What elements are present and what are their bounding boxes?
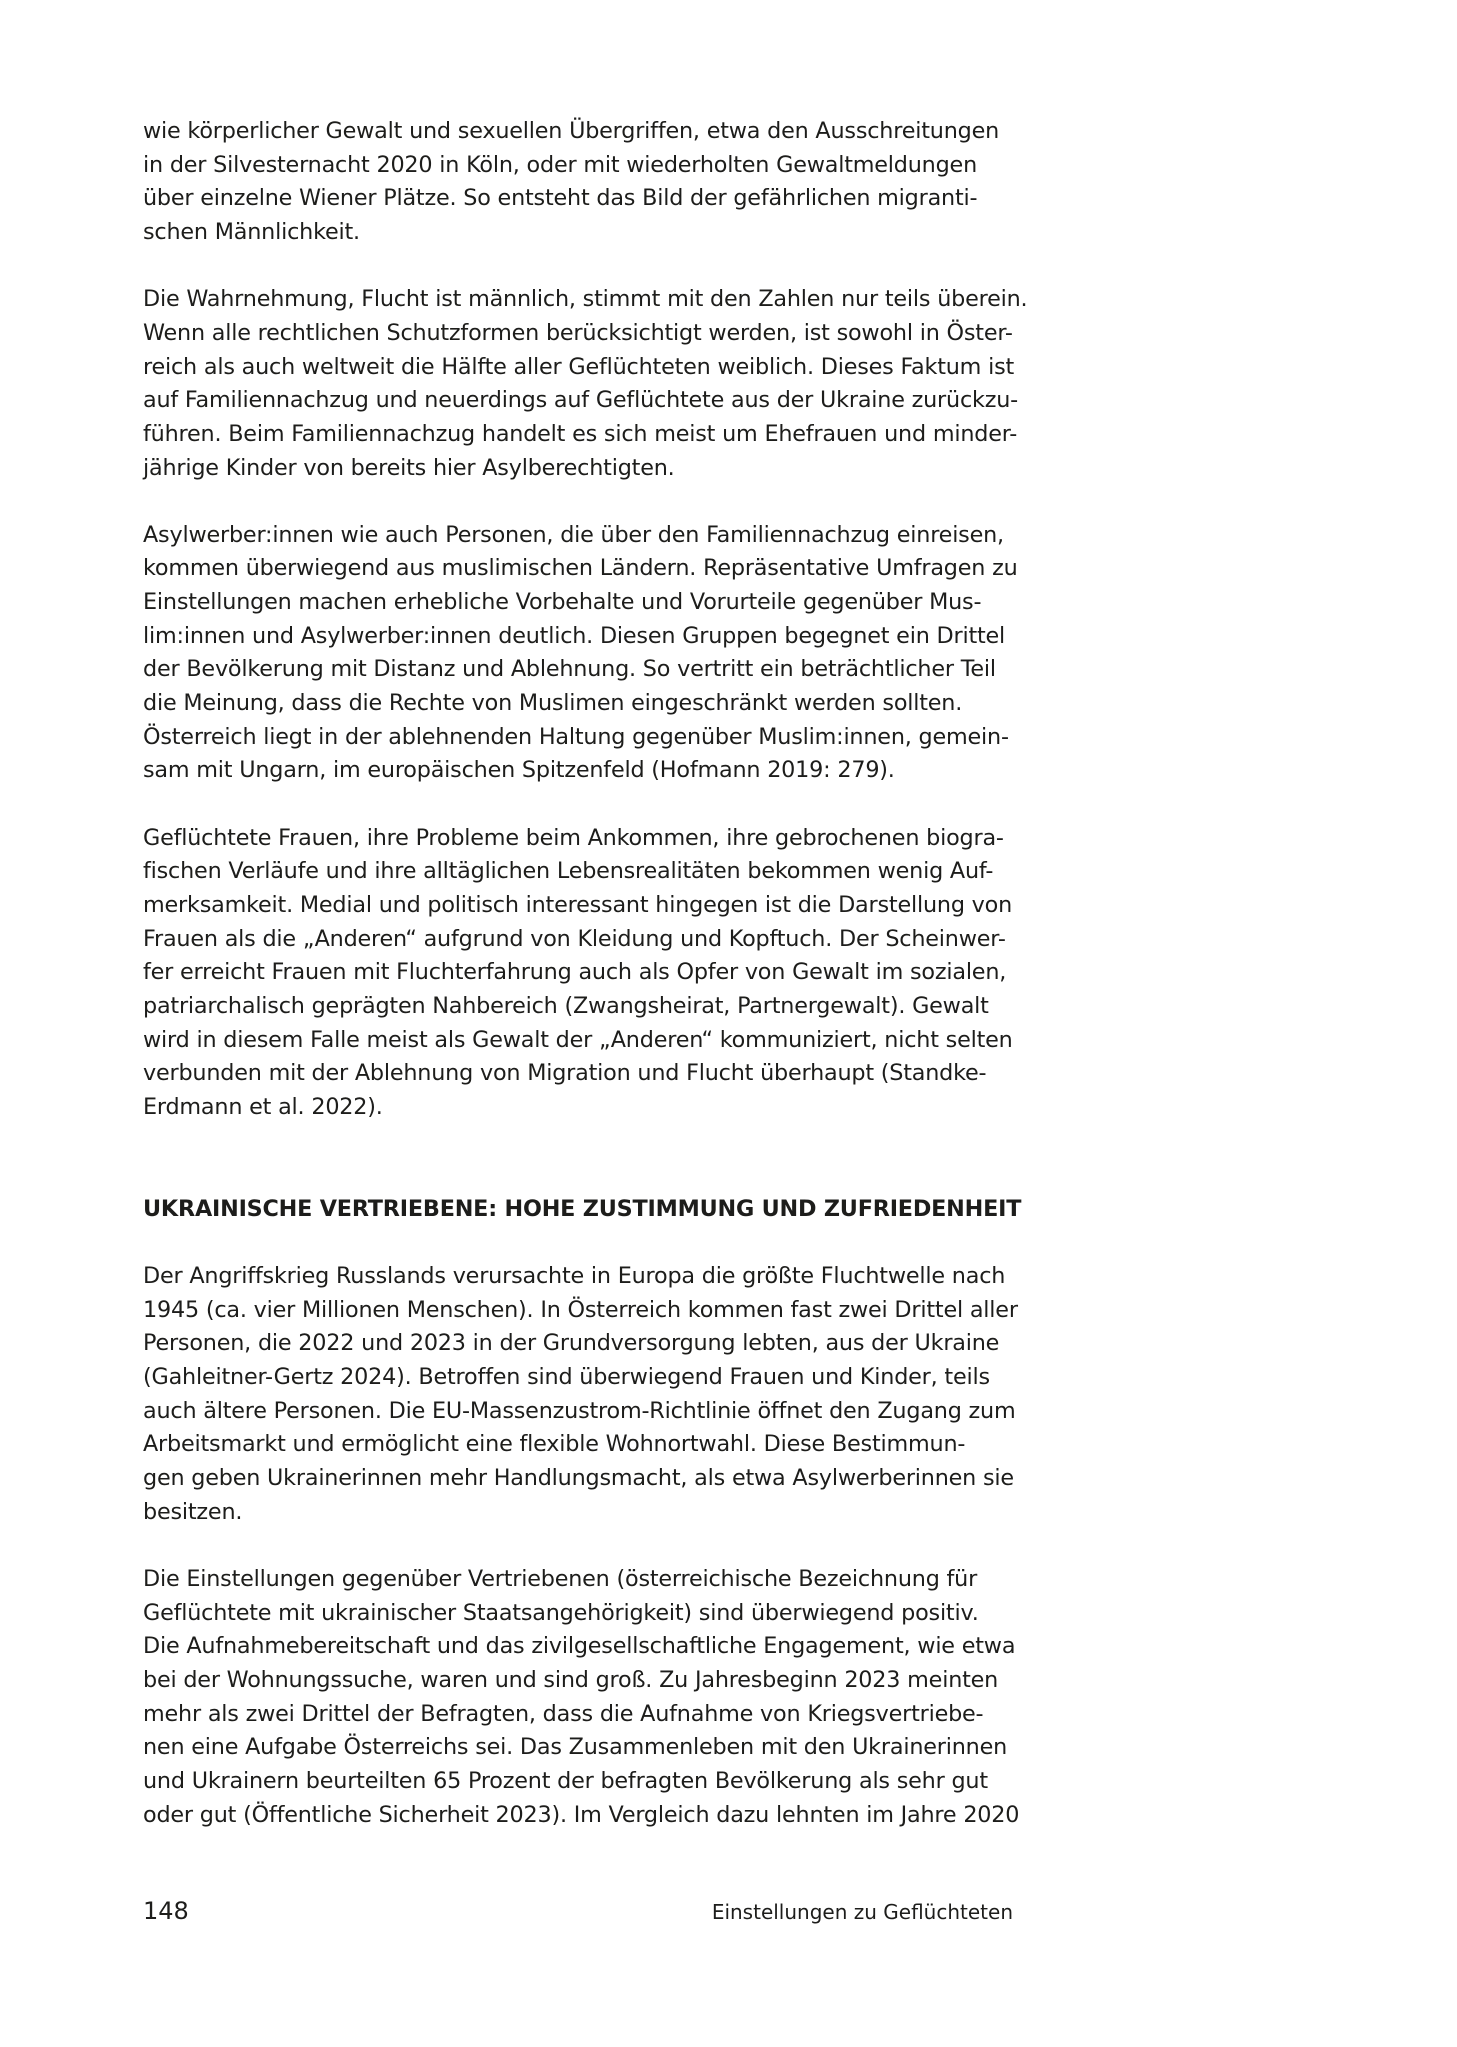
text-line: kommen überwiegend aus muslimischen Ländern. Repräsentative Umfragen zu xyxy=(143,555,1018,582)
text-line: schen Männlichkeit. xyxy=(143,218,360,245)
text-line: besitzen. xyxy=(143,1498,243,1525)
paragraph xyxy=(143,1260,1018,1529)
text-line: bei der Wohnungssuche, waren und sind groß. Zu Jahresbeginn 2023 meinten xyxy=(143,1666,999,1693)
text-line: 1945 (ca. vier Millionen Menschen). In Österreich kommen fast zwei Drittel aller xyxy=(143,1296,1018,1323)
text-line: auch ältere Personen. Die EU-Massenzustrom-Richtlinie öffnet den Zugang zum xyxy=(143,1397,1016,1424)
text-line: fischen Verläufe und ihre alltäglichen Lebensrealitäten bekommen wenig Auf- xyxy=(143,858,994,885)
text-line: wie körperlicher Gewalt und sexuellen Übergriffen, etwa den Ausschreitungen xyxy=(143,118,1000,144)
text-line: Frauen als die „Anderen“ aufgrund von Kleidung und Kopftuch. Der Scheinwer- xyxy=(143,925,1006,952)
text-line: Österreich liegt in der ablehnenden Haltung gegenüber Muslim:innen, gemein- xyxy=(143,723,1009,750)
text-line: jährige Kinder von bereits hier Asylberechtigten. xyxy=(143,454,675,481)
text-line: Die Wahrnehmung, Flucht ist männlich, stimmt mit den Zahlen nur teils überein. xyxy=(143,286,1028,313)
text-line: Der Angriffskrieg Russlands verursachte in Europa die größte Fluchtwelle nach xyxy=(143,1263,1006,1290)
text-line: sam mit Ungarn, im europäischen Spitzenfeld (Hofmann 2019: 279). xyxy=(143,757,895,784)
text-line: oder gut (Öffentliche Sicherheit 2023). Im Vergleich dazu lehnten im Jahre 2020 xyxy=(143,1801,1020,1828)
text-line: auf Familiennachzug und neuerdings auf Geflüchtete aus der Ukraine zurückzu- xyxy=(143,387,1019,414)
text-line: lim:innen und Asylwerber:innen deutlich. Diesen Gruppen begegnet ein Drittel xyxy=(143,622,1006,649)
text-line: wird in diesem Falle meist als Gewalt der „Anderen“ kommuniziert, nicht selten xyxy=(143,1026,1013,1053)
paragraph xyxy=(143,283,1028,485)
text-line: nen eine Aufgabe Österreichs sei. Das Zusammenleben mit den Ukrainerinnen xyxy=(143,1734,1008,1761)
text-line: Wenn alle rechtlichen Schutzformen berücksichtigt werden, ist sowohl in Öster- xyxy=(143,319,1013,346)
text-line: der Bevölkerung mit Distanz und Ablehnung. So vertritt ein beträchtlicher Teil xyxy=(143,656,996,683)
text-line: verbunden mit der Ablehnung von Migration und Flucht überhaupt (Standke- xyxy=(143,1060,987,1087)
paragraph xyxy=(143,519,1018,788)
text-line: Erdmann et al. 2022). xyxy=(143,1093,383,1120)
page-number: 148 xyxy=(143,1897,189,1925)
text-line: über einzelne Wiener Plätze. So entsteht das Bild der gefährlichen migranti- xyxy=(143,185,978,212)
text-line: Arbeitsmarkt und ermöglicht eine flexible Wohnortwahl. Diese Bestimmun- xyxy=(143,1431,966,1458)
section-heading: UKRAINISCHE VERTRIEBENE: HOHE ZUSTIMMUNG UND ZUFRIEDENHEIT xyxy=(143,1195,1022,1222)
text-line: Geflüchtete Frauen, ihre Probleme beim Ankommen, ihre gebrochenen biogra- xyxy=(143,824,1004,851)
text-line: führen. Beim Familiennachzug handelt es sich meist um Ehefrauen und minder- xyxy=(143,420,1018,447)
paragraph xyxy=(143,115,1013,250)
text-column xyxy=(143,115,1028,1832)
paragraph xyxy=(143,822,1013,1125)
text-line: gen geben Ukrainerinnen mehr Handlungsmacht, als etwa Asylwerberinnen sie xyxy=(143,1465,1014,1492)
text-line: Asylwerber:innen wie auch Personen, die über den Familiennachzug einreisen, xyxy=(143,521,1004,548)
text-line: patriarchalisch geprägten Nahbereich (Zwangsheirat, Partnergewalt). Gewalt xyxy=(143,992,989,1019)
text-line: und Ukrainern beurteilten 65 Prozent der befragten Bevölkerung als sehr gut xyxy=(143,1767,988,1794)
paragraph xyxy=(143,1563,1020,1832)
text-line: (Gahleitner-Gertz 2024). Betroffen sind überwiegend Frauen und Kinder, teils xyxy=(143,1364,990,1391)
text-line: in der Silvesternacht 2020 in Köln, oder mit wiederholten Gewaltmeldungen xyxy=(143,151,977,178)
text-line: merksamkeit. Medial und politisch interessant hingegen ist die Darstellung von xyxy=(143,891,1013,918)
text-line: Personen, die 2022 und 2023 in der Grundversorgung lebten, aus der Ukraine xyxy=(143,1330,1000,1357)
text-line: die Meinung, dass die Rechte von Muslimen eingeschränkt werden sollten. xyxy=(143,690,963,717)
running-title: Einstellungen zu Geflüchteten xyxy=(711,1900,1013,1924)
text-line: Die Einstellungen gegenüber Vertriebenen (österreichische Bezeichnung für xyxy=(143,1565,978,1592)
text-line: fer erreicht Frauen mit Fluchterfahrung auch als Opfer von Gewalt im sozialen, xyxy=(143,959,1007,986)
text-line: Die Aufnahmebereitschaft und das zivilgesellschaftliche Engagement, wie etwa xyxy=(143,1633,1016,1660)
text-line: Geflüchtete mit ukrainischer Staatsangehörigkeit) sind überwiegend positiv. xyxy=(143,1599,979,1626)
text-line: reich als auch weltweit die Hälfte aller Geflüchteten weiblich. Dieses Faktum ist xyxy=(143,353,1015,380)
text-line: Einstellungen machen erhebliche Vorbehalte und Vorurteile gegenüber Mus- xyxy=(143,589,982,616)
text-line: mehr als zwei Drittel der Befragten, dass die Aufnahme von Kriegsvertriebe- xyxy=(143,1700,984,1727)
